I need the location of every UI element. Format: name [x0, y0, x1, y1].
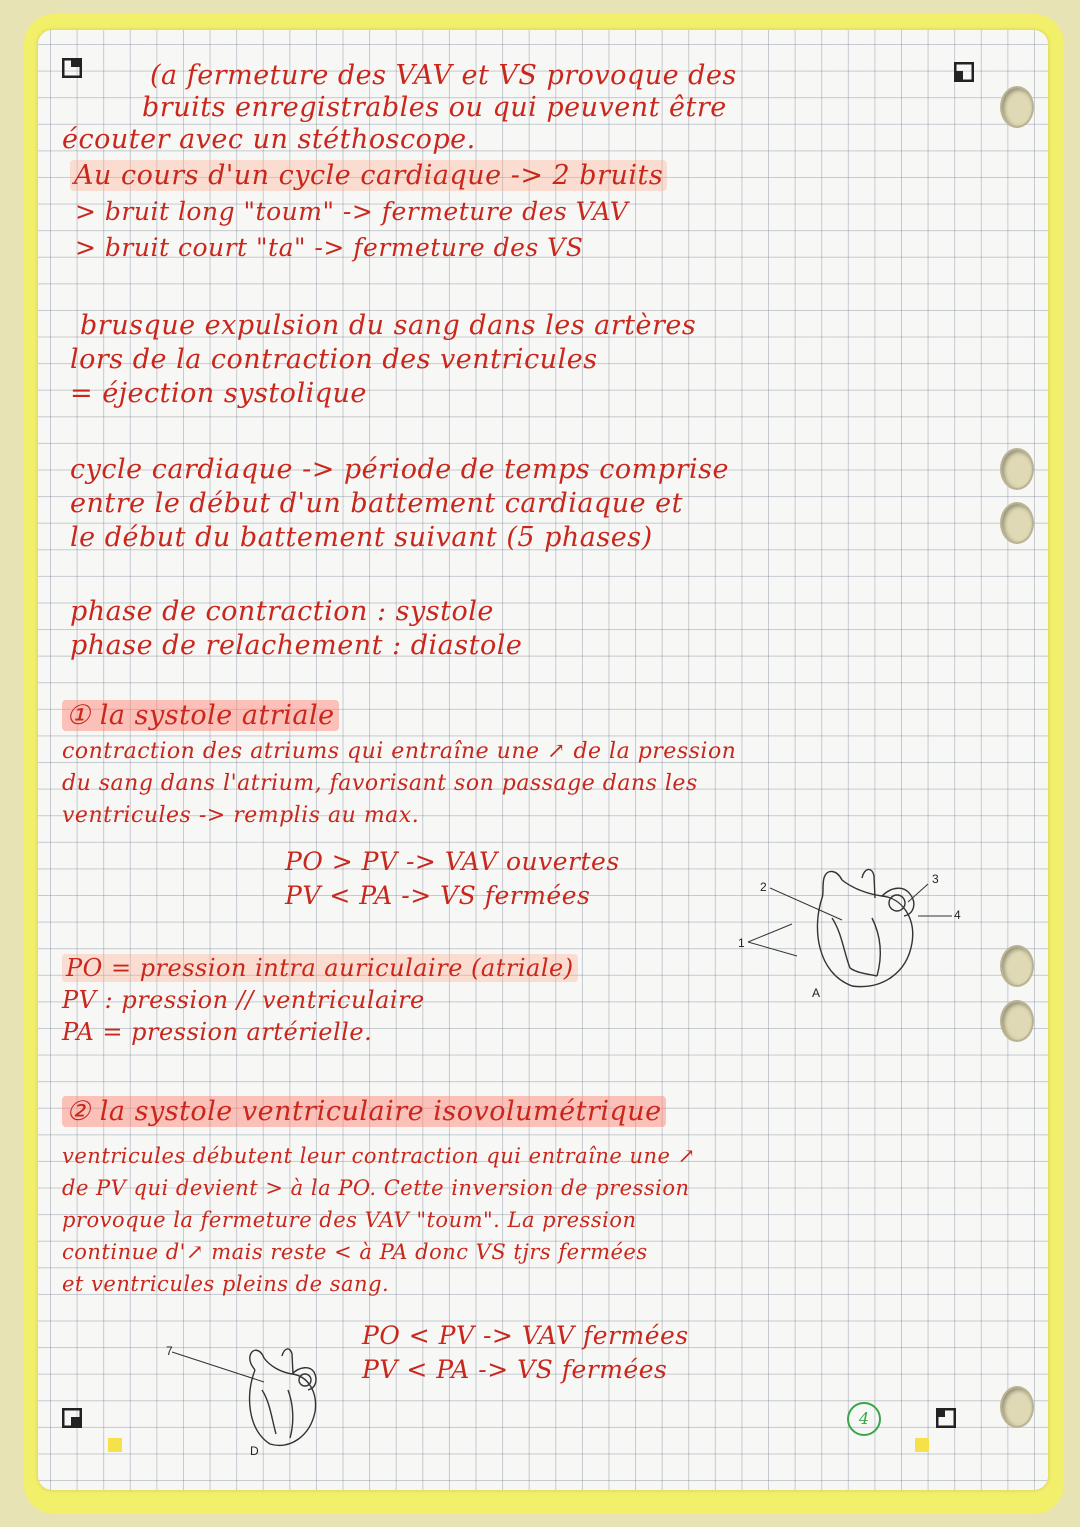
page-number: 4: [847, 1402, 881, 1436]
legend-line: PO = pression intra auriculaire (atriale): [62, 952, 578, 984]
note-line: cycle cardiaque -> période de temps comprise: [70, 454, 729, 485]
note-line: PO > PV -> VAV ouvertes: [285, 847, 620, 876]
diagram-label: 1: [738, 936, 745, 950]
note-line: de PV qui devient > à la PO. Cette inversion de pression: [62, 1176, 690, 1200]
note-line: contraction des atriums qui entraîne une ↗ de la pression: [62, 739, 737, 764]
note-line: > bruit long "toum" -> fermeture des VAV: [75, 197, 629, 226]
note-line: PV < PA -> VS fermées: [285, 881, 591, 910]
note-line: phase de relachement : diastole: [70, 630, 523, 661]
note-line: ventricules débutent leur contraction qui entraîne une ↗: [62, 1144, 696, 1168]
diagram-label: D: [250, 1444, 259, 1458]
corner-marker-icon: [954, 62, 974, 82]
note-line: = éjection systolique: [70, 378, 367, 409]
corner-marker-icon: [936, 1408, 956, 1428]
note-line: entre le début d'un battement cardiaque et: [70, 488, 683, 519]
binder-hole: [1000, 945, 1034, 987]
note-line: et ventricules pleins de sang.: [62, 1272, 390, 1296]
yellow-marker: [915, 1438, 929, 1452]
legend-line: PA = pression artérielle.: [62, 1018, 373, 1046]
note-line: phase de contraction : systole: [70, 596, 494, 627]
section-heading: ① la systole atriale: [62, 700, 339, 732]
note-line: écouter avec un stéthoscope.: [62, 124, 476, 155]
note-line: continue d'↗ mais reste < à PA donc VS tjrs fermées: [62, 1240, 648, 1264]
heart-diagram-a: [732, 858, 972, 1008]
diagram-label: 7: [166, 1344, 173, 1358]
note-line: Au cours d'un cycle cardiaque -> 2 bruits: [70, 160, 667, 192]
binder-hole: [1000, 502, 1034, 544]
diagram-label: 2: [760, 880, 767, 894]
binder-hole: [1000, 86, 1034, 128]
heart-diagram-d: [160, 1340, 340, 1460]
section-heading: ② la systole ventriculaire isovolumétrique: [62, 1096, 666, 1128]
note-line: lors de la contraction des ventricules: [70, 344, 598, 375]
legend-line: PV : pression // ventriculaire: [62, 986, 425, 1014]
note-line: brusque expulsion du sang dans les artères: [80, 310, 697, 341]
diagram-label: 3: [932, 872, 939, 886]
binder-hole: [1000, 1386, 1034, 1428]
yellow-marker: [108, 1438, 122, 1452]
note-line: > bruit court "ta" -> fermeture des VS: [75, 233, 584, 262]
note-line: PV < PA -> VS fermées: [362, 1355, 668, 1384]
diagram-label: 4: [954, 908, 961, 922]
corner-marker-icon: [62, 1408, 82, 1428]
note-line: PO < PV -> VAV fermées: [362, 1321, 689, 1350]
note-line: ventricules -> remplis au max.: [62, 803, 420, 828]
heart-drawing-icon: [160, 1340, 340, 1460]
note-line: le début du battement suivant (5 phases): [70, 522, 653, 553]
binder-hole: [1000, 1000, 1034, 1042]
note-line: du sang dans l'atrium, favorisant son passage dans les: [62, 771, 698, 796]
note-line: bruits enregistrables ou qui peuvent être: [142, 92, 727, 123]
binder-hole: [1000, 448, 1034, 490]
note-line: (a fermeture des VAV et VS provoque des: [150, 60, 737, 91]
diagram-label: A: [812, 986, 821, 1000]
note-line: provoque la fermeture des VAV "toum". La pression: [62, 1208, 637, 1232]
corner-marker-icon: [62, 58, 82, 78]
